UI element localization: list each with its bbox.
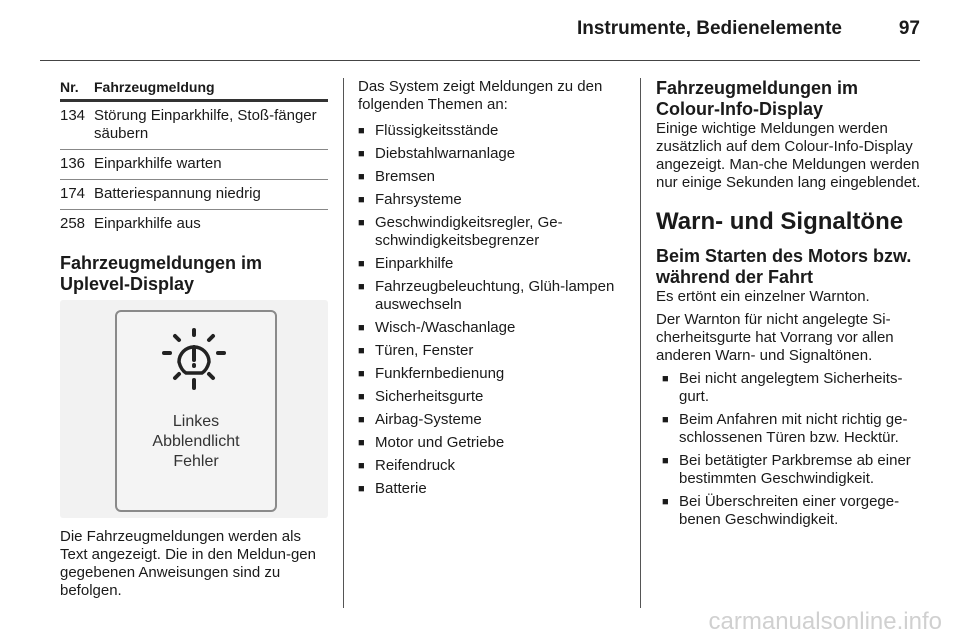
table-cell-nr: 136 [60,155,86,172]
lamp-fault-icon [161,328,227,397]
watermark: carmanualsonline.info [708,608,942,635]
column-divider [343,78,344,608]
uplevel-display-illustration [60,300,328,518]
list-item: ■ Funkfernbedienung [358,365,630,383]
list-item: ■ Flüssigkeitsstände [358,122,630,140]
topics-list [358,122,630,498]
list-item: ■ Bei betätigter Parkbremse ab einer bestimmten Geschwindigkeit. [662,452,924,488]
table-row [60,102,328,150]
table-cell-message: Einparkhilfe warten [94,155,222,172]
page-number: 97 [898,18,920,39]
page-title: Instrumente, Bedienelemente [576,18,842,39]
list-item: ■ Geschwindigkeitsregler, Ge-schwindigkeitsbegrenzer [358,214,630,250]
list-item: ■ Batterie [358,480,630,498]
warn-paragraph: Es ertönt ein einzelner Warnton. [656,288,870,305]
topics-intro: Das System zeigt Meldungen zu den folgenden Themen an: [358,78,603,113]
list-item: ■ Bremsen [358,168,630,186]
list-item: ■ Türen, Fenster [358,342,630,360]
list-item: ■ Bei Überschreiten einer vorgege-benen Geschwindigkeit. [662,493,924,529]
list-item: ■ Motor und Getriebe [358,434,630,452]
display-message [117,412,275,472]
warn-paragraph: Der Warnton für nicht angelegte Si-cherheitsgurte hat Vorrang vor allen anderen Warn- und Signaltönen. [656,311,894,364]
table-cell-message: Batteriespannung niedrig [94,185,261,202]
list-item: ■ Fahrzeugbeleuchtung, Glüh-lampen auswechseln [358,278,630,314]
page-header [40,14,920,61]
warn-list [662,370,924,529]
table-cell-nr: 134 [60,107,86,124]
table-header-nr: Nr. [60,79,79,95]
uplevel-paragraph: Die Fahrzeugmeldungen werden als Text angezeigt. Die in den Meldun-gen gegebenen Anweisungen sind zu befolgen. [60,528,316,599]
list-item: ■ Diebstahlwarnanlage [358,145,630,163]
display-screen [115,310,277,512]
list-item: ■ Airbag-Systeme [358,411,630,429]
column-middle [358,78,630,503]
list-item: ■ Bei nicht angelegtem Sicherheits-gurt. [662,370,924,406]
table-cell-nr: 258 [60,215,86,232]
list-item: ■ Wisch-/Waschanlage [358,319,630,337]
table-header [60,78,328,102]
colour-paragraph: Einige wichtige Meldungen werden zusätzlich auf dem Colour-Info-Display angezeigt. Man-che Meldungen werden nur einige Sekunden lang eingeblendet. [656,120,921,191]
warn-subheading: Beim Starten des Motors bzw. während der Fahrt [656,246,912,287]
section-heading-warn: Warn- und Signaltöne [656,208,904,235]
table-cell-nr: 174 [60,185,86,202]
list-item: ■ Reifendruck [358,457,630,475]
list-item: ■ Einparkhilfe [358,255,630,273]
list-item: ■ Beim Anfahren mit nicht richtig ge-schlossenen Türen bzw. Hecktür. [662,411,924,447]
table-row [60,150,328,180]
table-header-message: Fahrzeugmeldung [94,79,215,95]
section-heading-uplevel: Fahrzeugmeldungen im Uplevel-Display [60,253,263,294]
table-row [60,210,328,239]
section-heading-colour: Fahrzeugmeldungen im Colour-Info-Display [656,78,859,119]
column-right [656,78,924,534]
display-line: Fehler [173,453,219,470]
column-divider [640,78,641,608]
display-line: Abblendlicht [152,433,240,450]
column-left [60,78,328,295]
list-item: ■ Sicherheitsgurte [358,388,630,406]
display-line: Linkes [172,413,220,430]
list-item: ■ Fahrsysteme [358,191,630,209]
table-cell-message: Einparkhilfe aus [94,215,201,232]
table-cell-message: Störung Einparkhilfe, Stoß-fänger säubern [94,107,317,142]
table-row [60,180,328,210]
